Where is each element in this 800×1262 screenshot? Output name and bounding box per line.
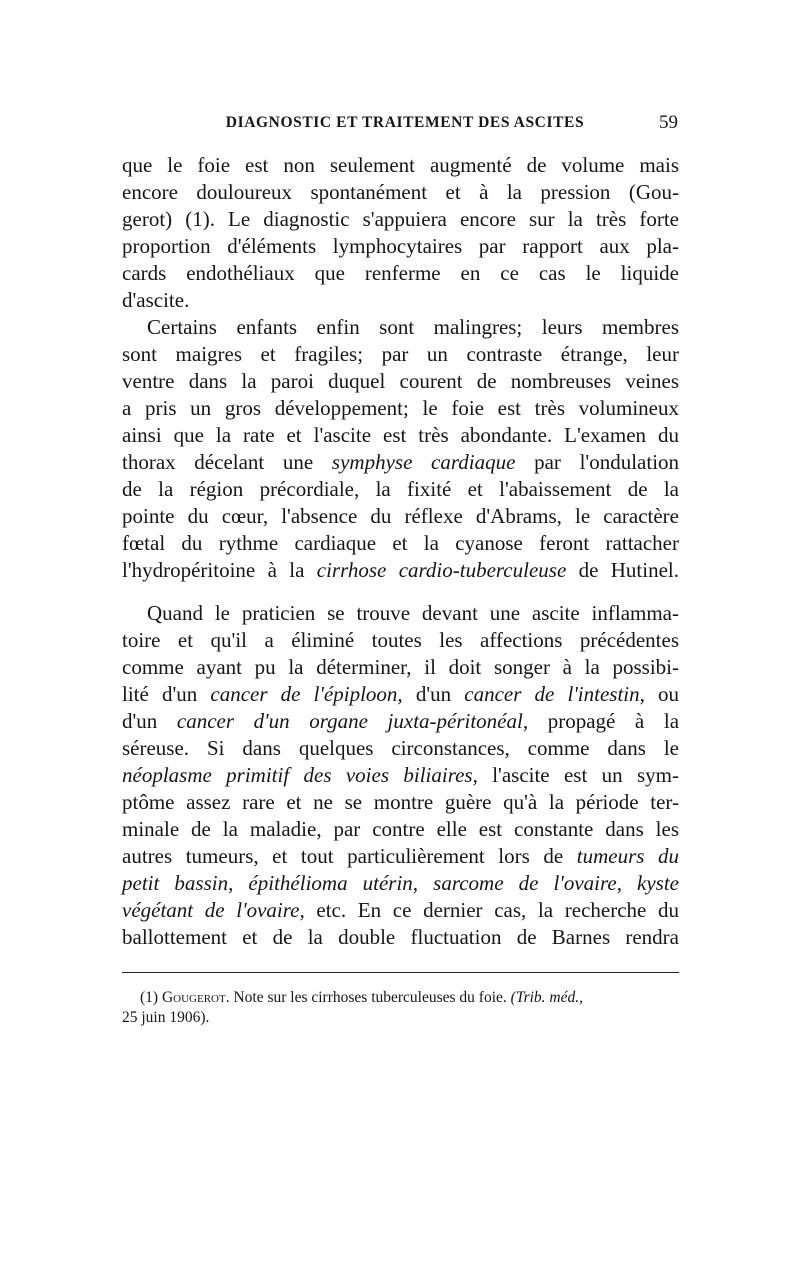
text-line [122,708,679,735]
text-line: proportion d'éléments lymphocytaires par rapport aux pla- [122,234,679,258]
text-line [122,681,679,708]
footnote-author: Gougerot. [161,989,230,1006]
text-line: comme ayant pu la déterminer, il doit songer à la possibi- [122,655,679,679]
page-number: 59 [659,112,678,133]
text-line [122,843,679,870]
text-line [122,897,679,924]
text-line [122,870,679,897]
text-line: Quand le praticien se trouve devant une ascite inflamma- [147,601,679,625]
text-segment: etc. En ce dernier cas, la recherche du [316,898,680,922]
italic-term: cancer d'un organe juxta-péritonéal, [176,709,529,733]
text-segment: par l'ondulation [534,450,680,474]
text-line: encore douloureux spontanément et à la pression (Gou- [122,180,679,204]
text-line: de la région précordiale, la fixité et l'abaissement de la [122,477,679,501]
italic-term: cancer de l'épiploon, [210,682,403,706]
text-line: d'ascite. [122,288,190,312]
italic-term: cirrhose cardio-tuberculeuse [316,558,567,582]
text-line: ballottement et de la double fluctuation de Barnes rendra [122,925,679,949]
text-line: ventre dans la paroi duquel courent de nombreuses veines [122,369,679,393]
text-segment: thorax décelant une [122,450,314,474]
text-segment: de Hutinel. [578,558,680,582]
italic-term: petit bassin, épithélioma utérin, sarcome de l'ovaire, kyste [122,871,679,895]
text-segment: d'un [122,709,158,733]
text-line: sont maigres et fragiles; par un contraste étrange, leur [122,342,679,366]
footnote-marker: (1) [140,989,159,1006]
footnote-text: Note sur les cirrhoses tuberculeuses du foie. [233,989,507,1006]
text-line: gerot) (1). Le diagnostic s'appuiera encore sur la très forte [122,207,679,231]
text-line: que le foie est non seulement augmenté de volume mais [122,153,679,177]
text-line [122,449,679,476]
text-line: cards endothéliaux que renferme en ce cas le liquide [122,261,679,285]
text-line [122,557,679,584]
running-title: DIAGNOSTIC ET TRAITEMENT DES ASCITES [225,114,585,131]
text-line: ptôme assez rare et ne se montre guère qu'à la période ter- [122,790,679,814]
text-line: minale de la maladie, par contre elle est constante dans les [122,817,679,841]
text-line: Certains enfants enfin sont malingres; leurs membres [147,315,679,339]
text-line: ainsi que la rate et l'ascite est très abondante. L'examen du [122,423,679,447]
page-header [122,114,678,140]
italic-term: cancer de l'intestin, [464,682,645,706]
footnote-divider [122,972,679,973]
footnote-continuation: 25 juin 1906). [122,1009,210,1026]
text-segment: l'ascite est un sym- [492,763,680,787]
text-segment: autres tumeurs, et tout particulièrement lors de [122,844,564,868]
text-line: toire et qu'il a éliminé toutes les affections précédentes [122,628,679,652]
text-line: fœtal du rythme cardiaque et la cyanose feront rattacher [122,531,679,555]
text-segment: l'hydropéritoine à la [122,558,305,582]
footnote [140,988,679,1008]
italic-term: néoplasme primitif des voies biliaires, [122,763,478,787]
text-line: a pris un gros développement; le foie est très volumineux [122,396,679,420]
text-segment: ou [658,682,680,706]
italic-term: tumeurs du [576,844,679,868]
italic-term: végétant de l'ovaire, [122,898,305,922]
text-line: séreuse. Si dans quelques circonstances, comme dans le [122,736,679,760]
italic-term: symphyse cardiaque [331,450,516,474]
text-line [122,762,679,789]
text-segment: d'un [415,682,452,706]
text-segment: propagé à la [547,709,680,733]
text-segment: lité d'un [122,682,198,706]
text-line: pointe du cœur, l'absence du réflexe d'Abrams, le caractère [122,504,679,528]
footnote-journal: (Trib. méd., [510,989,583,1006]
